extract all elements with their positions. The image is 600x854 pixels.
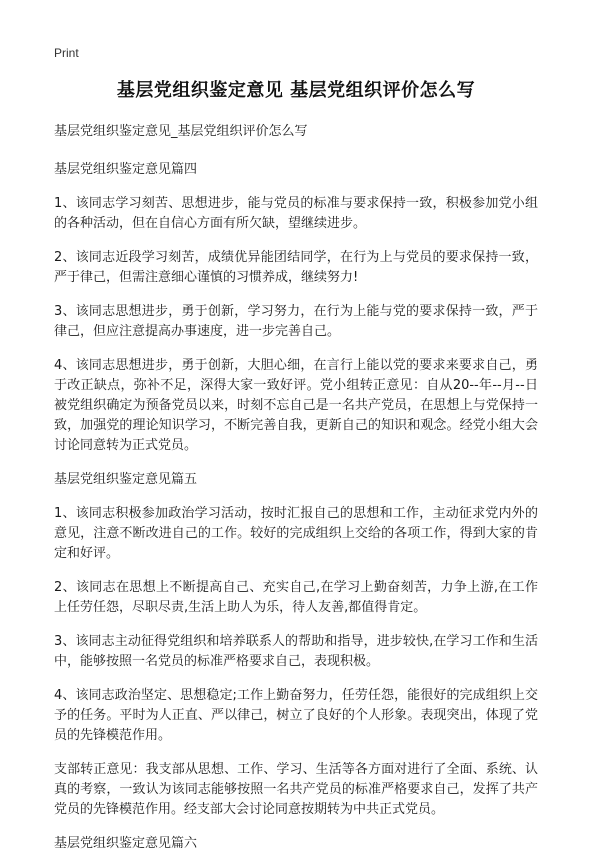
- paragraph: 支部转正意见：我支部从思想、工作、学习、生活等各方面对进行了全面、系统、认真的考察，一致认为该同志能够按照一名共产党员的标准严格要求自己，发挥了共产党员的先锋模范作用。经支部大会讨论同意按期转为中共正式党员。: [54, 762, 538, 817]
- print-link[interactable]: Print: [54, 46, 79, 60]
- paragraph: 4、该同志政治坚定、思想稳定;工作上勤奋努力，任劳任怨，能很好的完成组织上交予的任务。平时为人正直、严以律己，树立了良好的个人形象。表现突出，体现了党员的先锋模范作用。: [54, 688, 538, 743]
- paragraph: 3、该同志思想进步，勇于创新，学习努力，在行为上能与党的要求保持一致，严于律己，但应注意提高办事速度，进一步完善自己。: [54, 304, 538, 339]
- paragraph: 2、该同志近段学习刻苦，成绩优异能团结同学，在行为上与党员的要求保持一致，严于律己，但需注意细心谨慎的习惯养成，继续努力!: [54, 250, 538, 285]
- page-title: 基层党组织鉴定意见 基层党组织评价怎么写: [116, 80, 476, 101]
- section-five: [54, 470, 538, 820]
- paragraph: 4、该同志思想进步，勇于创新，大胆心细，在言行上能以党的要求来要求自己，勇于改正缺点，弥补不足，深得大家一致好评。党小组转正意见：自从20--年--月--日被党组织确定为预备党员以来，时刻不忘自己是一名共产党员，在思想上与党保持一致，加强党的理论知识学习，不断完善自我，更新自己的知识和观念。经党小组大会讨论同意转为正式党员。: [54, 358, 538, 453]
- document-subtitle: 基层党组织鉴定意见_基层党组织评价怎么写: [54, 124, 308, 139]
- section-heading: 基层党组织鉴定意见篇四: [54, 162, 198, 177]
- paragraph: 2、该同志在思想上不断提高自己、充实自己,在学习上勤奋刻苦，力争上游,在工作上任劳任怨，尽职尽责,生活上助人为乐，待人友善,都值得肯定。: [54, 580, 538, 615]
- section-heading: 基层党组织鉴定意见篇五: [54, 472, 198, 487]
- paragraph: 1、该同志学习刻苦、思想进步，能与党员的标准与要求保持一致，积极参加党小组的各种活动，但在自信心方面有所欠缺，望继续进步。: [54, 196, 538, 231]
- paragraph: 3、该同志主动征得党组织和培养联系人的帮助和指导，进步较快,在学习工作和生活中，能够按照一名党员的标准严格要求自己，表现积极。: [54, 634, 538, 669]
- section-six: [54, 834, 538, 854]
- section-four: [54, 160, 538, 456]
- paragraph: 1、该同志积极参加政治学习活动，按时汇报自己的思想和工作，主动征求党内外的意见，注意不断改进自己的工作。较好的完成组织上交给的各项工作，得到大家的肯定和好评。: [54, 506, 538, 561]
- section-heading: 基层党组织鉴定意见篇六: [54, 836, 198, 851]
